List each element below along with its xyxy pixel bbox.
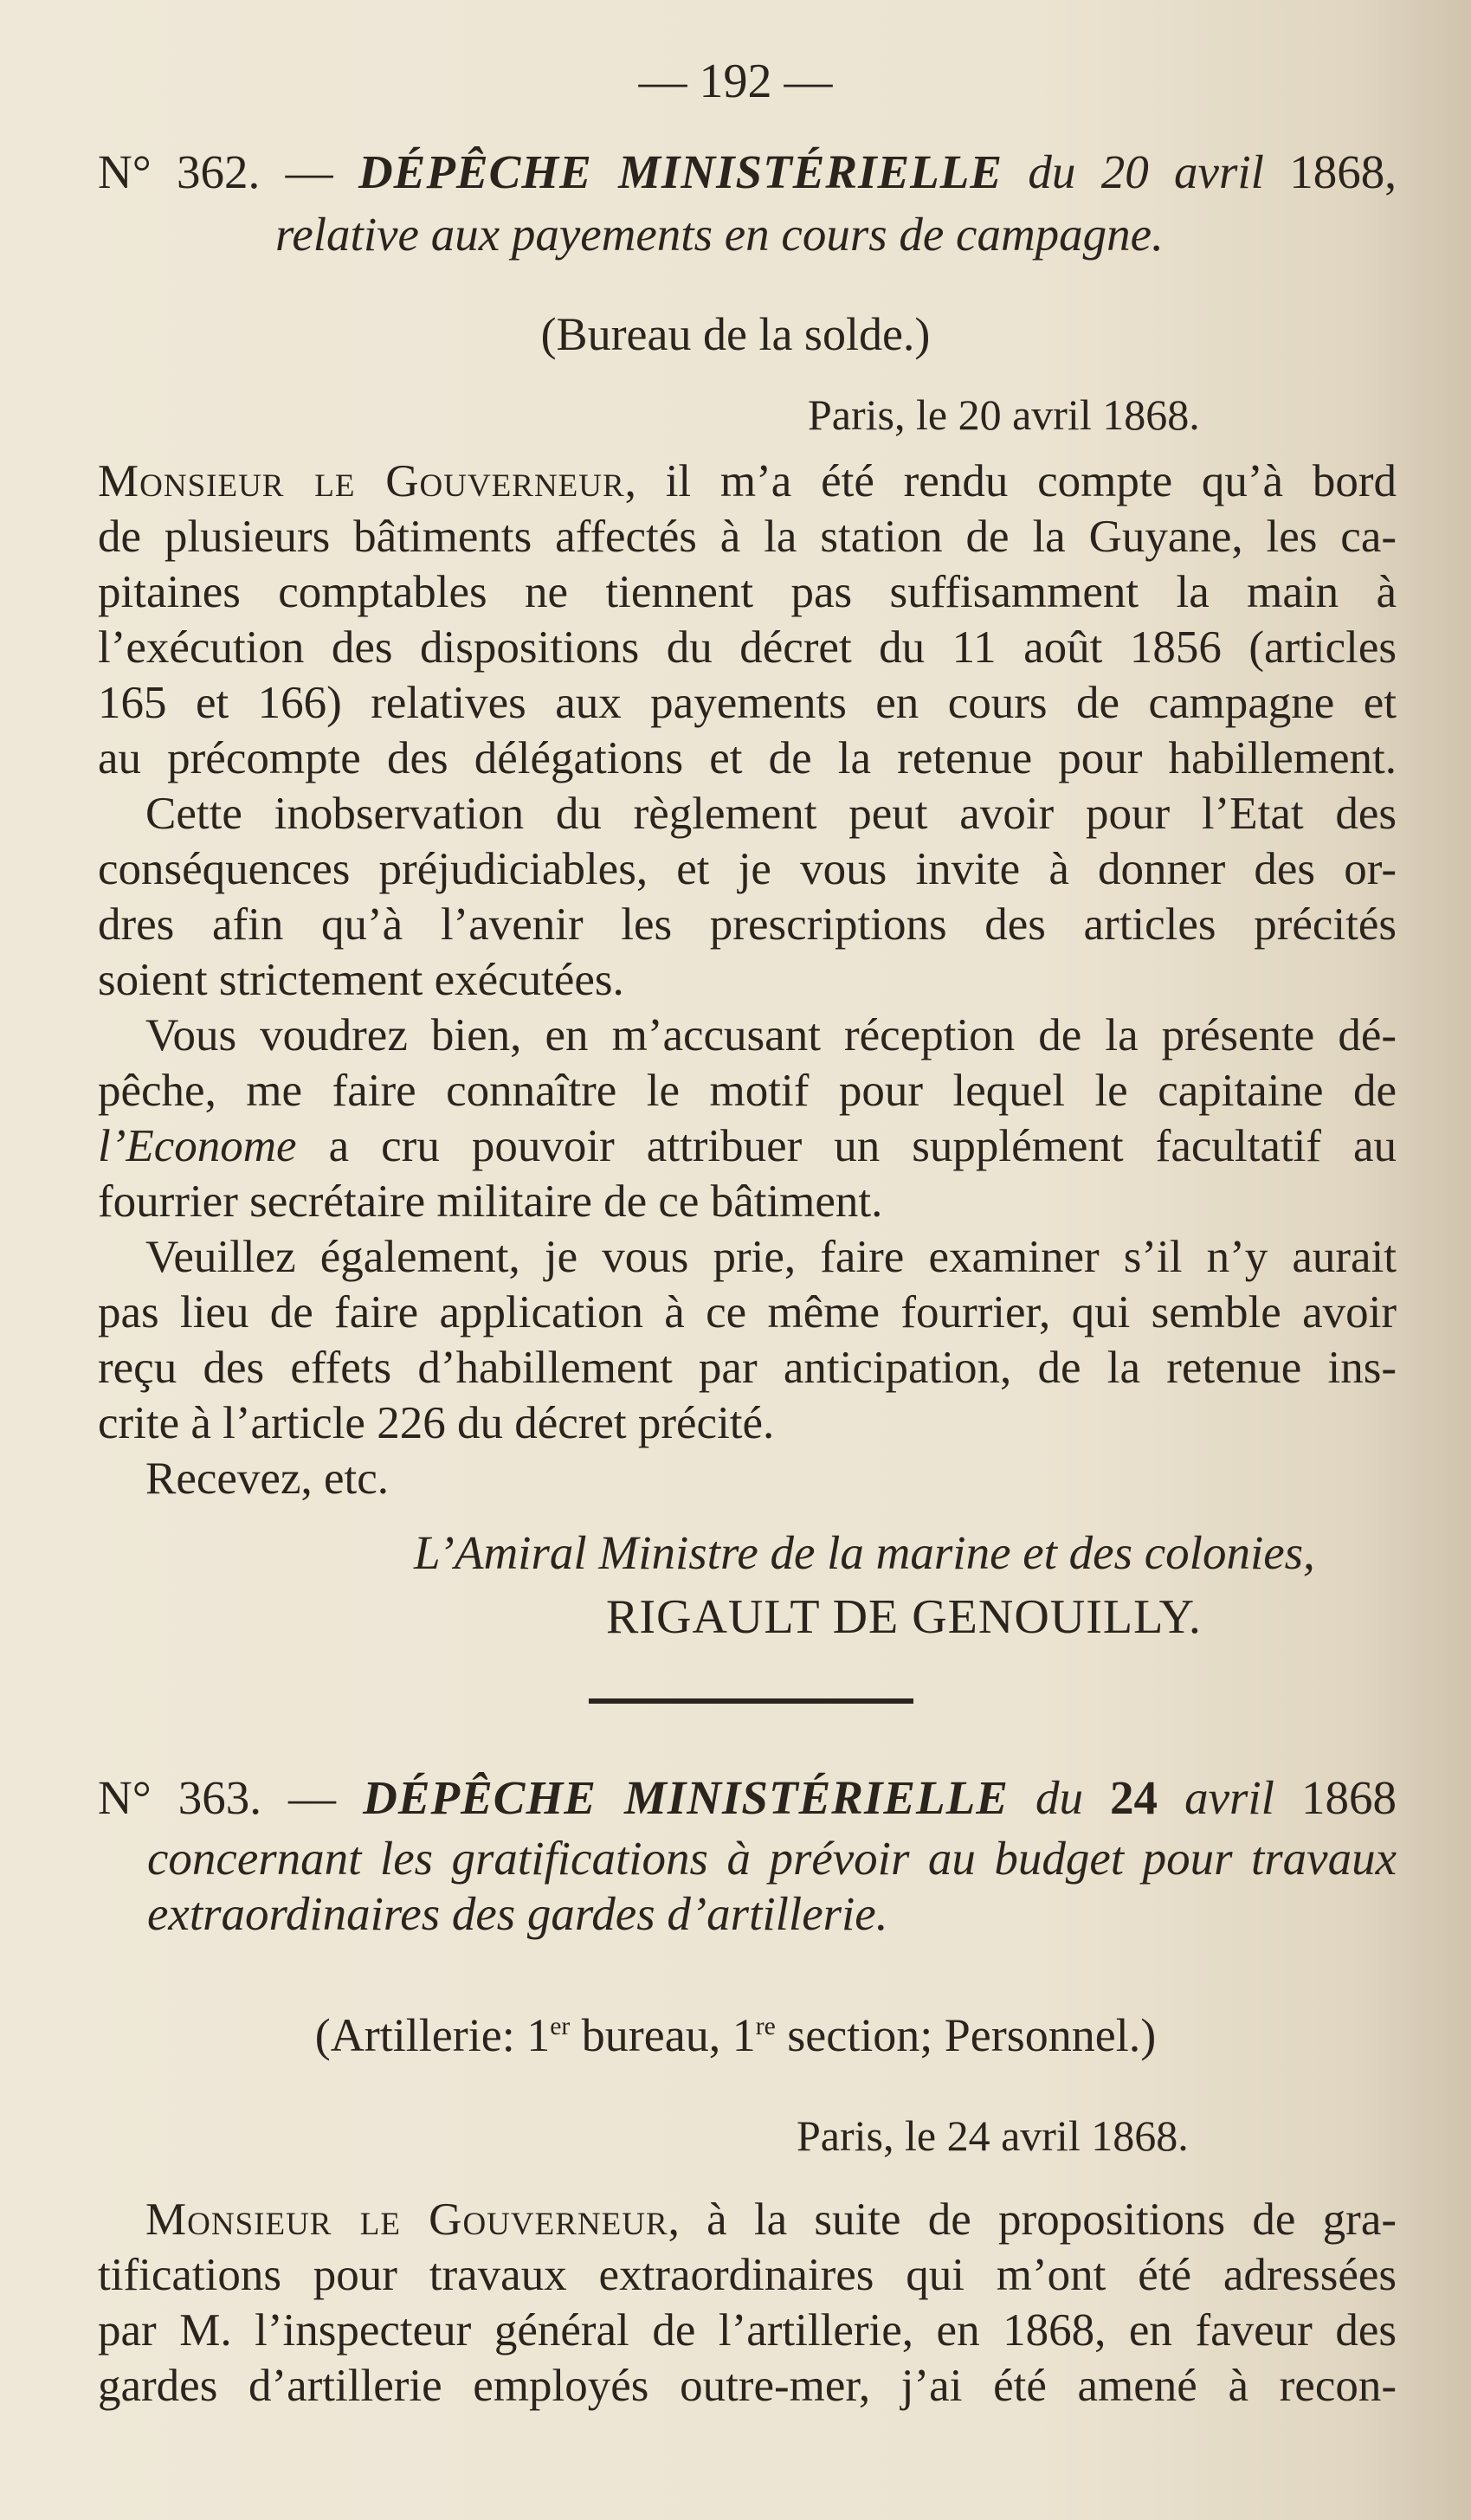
doc2-date-prefix: du — [1008, 1771, 1111, 1824]
doc1-kind: DÉPÊCHE MINISTÉRIELLE — [358, 145, 1003, 198]
doc1-body-line: de plusieurs bâtiments affectés à la station de la Guyane, les ca- — [98, 512, 1397, 562]
doc2-body-line: gardes d’artillerie employés outre-mer, j’ai été amené à recon- — [98, 2361, 1397, 2411]
doc1-body-line: au précompte des délégations et de la retenue pour habillement. — [98, 733, 1397, 783]
doc1-body-line: l’Econome a cru pouvoir attribuer un supplément facultatif au — [98, 1121, 1397, 1171]
doc1-body-line: pêche, me faire connaître le motif pour lequel le capitaine de — [98, 1066, 1397, 1116]
doc1-place-date: Paris, le 20 avril 1868. — [808, 390, 1200, 439]
doc1-month: avril — [1174, 145, 1264, 198]
doc2-title-line — [98, 1771, 1397, 1825]
doc1-body-line: Veuillez également, je vous prie, faire examiner s’il n’y aurait — [145, 1232, 1397, 1282]
doc2-year: 1868 — [1274, 1771, 1397, 1824]
doc1-year: 1868, — [1263, 145, 1397, 198]
doc1-body-line: Monsieur le Gouverneur, il m’a été rendu compte qu’à bord — [98, 456, 1397, 506]
doc1-bureau: (Bureau de la solde.) — [540, 308, 931, 360]
doc1-body-line: Cette inobservation du règlement peut avoir pour l’Etat des — [145, 789, 1397, 839]
doc1-signature-name: RIGAULT DE GENOUILLY. — [606, 1590, 1202, 1644]
doc1-body-line: l’exécution des dispositions du décret du 11 août 1856 (articles — [98, 622, 1397, 673]
doc2-day: 24 — [1110, 1771, 1158, 1824]
doc1-body-line: conséquences préjudiciables, et je vous invite à donner des or- — [98, 844, 1397, 894]
doc2-subject-line: extraordinaires des gardes d’artillerie. — [147, 1887, 888, 1940]
doc2-number: N° 363. — [98, 1771, 262, 1824]
doc1-dash: — — [260, 145, 358, 198]
doc1-body-line: Vous voudrez bien, en m’accusant réception de la présente dé- — [145, 1010, 1397, 1060]
doc1-body-line: pitaines comptables ne tiennent pas suffisamment la main à — [98, 567, 1397, 617]
doc2-bureau: (Artillerie: 1er bureau, 1re section; Personnel.) — [314, 2009, 1157, 2061]
doc1-date-prefix: du 20 — [1003, 145, 1175, 198]
doc1-salutation: Monsieur le Gouverneur — [98, 456, 625, 506]
doc1-body-line: 165 et 166) relatives aux payements en cours de campagne et — [98, 678, 1397, 728]
doc1-title-line — [98, 145, 1397, 199]
doc2-salutation: Monsieur le Gouverneur — [145, 2195, 668, 2245]
doc2-body-line: Monsieur le Gouverneur, à la suite de propositions de gra- — [145, 2195, 1397, 2245]
page-number: — 192 — — [638, 55, 833, 108]
section-divider — [589, 1698, 913, 1704]
doc2-month: avril — [1158, 1771, 1274, 1824]
doc1-body-line: crite à l’article 226 du décret précité. — [98, 1398, 775, 1448]
doc2-kind: DÉPÊCHE MINISTÉRIELLE — [363, 1771, 1009, 1824]
doc2-subject-line: concernant les gratifications à prévoir au budget pour travaux — [147, 1832, 1397, 1885]
doc1-body-line: pas lieu de faire application à ce même fourrier, qui semble avoir — [98, 1287, 1397, 1337]
doc1-body-line: fourrier secrétaire militaire de ce bâtiment. — [98, 1176, 883, 1227]
doc2-body-line: tifications pour travaux extraordinaires qui m’ont été adressées — [98, 2250, 1397, 2300]
doc2-dash: — — [261, 1771, 364, 1824]
doc1-body-line: dres afin qu’à l’avenir les prescriptions des articles précités — [98, 899, 1397, 950]
doc1-body-line: reçu des effets d’habillement par anticipation, de la retenue ins- — [98, 1343, 1397, 1393]
doc1-body-line: soient strictement exécutées. — [98, 955, 624, 1005]
doc1-signature-title: L’Amiral Ministre de la marine et des colonies, — [414, 1526, 1315, 1579]
doc2-place-date: Paris, le 24 avril 1868. — [797, 2111, 1189, 2160]
doc1-subject: relative aux payements en cours de campagne. — [275, 208, 1164, 261]
doc1-number: N° 362. — [98, 145, 261, 198]
ship-name: l’Econome — [98, 1121, 297, 1171]
doc1-closing: Recevez, etc. — [145, 1453, 389, 1504]
doc2-body-line: par M. l’inspecteur général de l’artillerie, en 1868, en faveur des — [98, 2305, 1397, 2356]
